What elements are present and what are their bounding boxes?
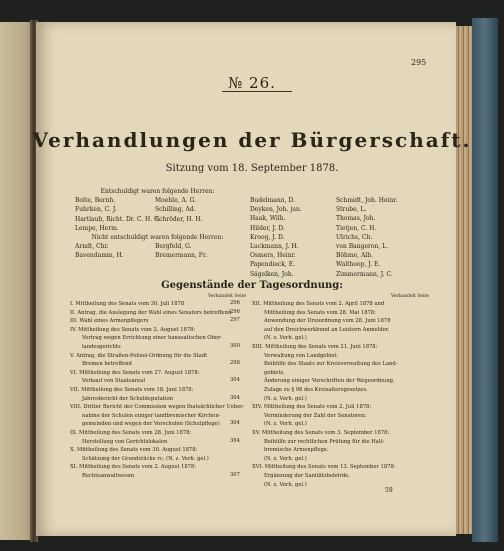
member-name: Bavendamm, H. [75,252,124,260]
excused-heading: Entschuldigt waren folgende Herren: [100,188,215,195]
name-row [75,251,240,260]
agenda-line: Beihülfe des Staats zur Kreisverwaltung des Land- [264,361,398,368]
issue-rule [222,91,292,92]
member-name: Walthoop, J. E. [336,261,381,269]
member-name: Strube, L. [336,206,367,214]
member-name: von Bangeron, L. [336,243,389,251]
agenda-page-ref: 296 [230,300,240,306]
agenda-line: V. Antrag, die Straßen-Polizei-Ordnung für die Stadt [70,352,208,359]
member-name: Hilder, J. D. [250,224,285,232]
agenda-line: XVI. Mittheilung des Senats vom 13. September 1878: [252,464,396,471]
member-name: Bremermann, Fr. [155,252,208,260]
excused-list [75,196,240,233]
agenda-line: Ergänzung der Sanitätsbehörde. [264,473,350,479]
left-column-header: Verhandelt Seite [208,294,247,299]
name-row [75,215,240,224]
agenda-line: Bremen betreffend [82,361,132,368]
session-line: Sitzung vom 18. September 1878. [165,163,339,174]
agenda-line: (N. z. Verh. gel.) [264,335,307,342]
agenda-line: XI. Mittheilung des Senats vom 2. August 1878: [70,464,197,471]
member-name: Luckmann, J. H. [250,243,299,251]
member-name: Tietjen, C. H. [336,224,377,232]
agenda-line: (N. z. Verh. gel.) [264,395,307,402]
agenda-line: I. Mittheilung des Senats vom 30. Juli 1878 [70,301,185,307]
agenda-line: Jahresbericht der Schuldeputation [82,395,173,402]
member-name: Schröder, H. H. [155,215,203,223]
member-name: Budelmann, D. [250,197,295,204]
member-name: Kroog, J. D. [250,233,285,241]
agenda-line: gemeinden und wegen der Vorschulen (Schulpflege) [82,421,220,428]
agenda-page-ref: 304 [230,420,240,427]
agenda-page-ref: 304 [230,394,240,401]
member-name: Haak, Wilh. [250,215,286,223]
agenda-line: Beihülfe zur rechtlichen Prüfung für die Halt- [264,438,385,445]
member-name: Hartlaub, Richt. Dr. C. H. G. [75,215,161,223]
agenda-line: XIII. Mittheilung des Senats vom 21. Juni 1878: [252,344,378,350]
agenda-line: Änderung einiger Vorschriften der Wegeordnung, [264,378,395,385]
agenda-line: VI. Mittheilung des Senats vom 27. August 1878: [70,369,200,376]
member-name: Schilling, Ad. [155,206,196,214]
agenda-line: auf den Dreichwerkbund an Leistern Anmelder. [264,326,390,333]
member-name: Bolte, Bernh. [75,197,116,205]
member-name: Moehle, A. G. [155,197,197,205]
member-name: Sägelken, Joh. [250,270,294,278]
agenda-page-ref: 296 [230,308,240,315]
member-name: Papendieck, E. [250,261,296,269]
agenda-page-ref: 304 [230,437,240,444]
agenda-line: Vertrag wegen Errichtung einer hanseatischen Ober- [82,335,223,342]
agenda-line: Rechtsanwaltwesen [82,473,135,479]
member-name: Ulrichs, Ch. [336,233,373,241]
agenda-page-ref: 304 [230,377,240,384]
agenda-page-ref: 300 [230,343,240,349]
agenda-line: landesgerichts [82,344,121,350]
name-row [75,242,240,251]
name-row [75,224,240,233]
signature-mark: 59 [385,487,393,494]
agenda-line: IX. Mittheilung des Senats vom 28. Juni 1878: [70,430,192,436]
agenda-line: Anwendung der Dreiordnung vom 28. Juni 1878 [264,318,391,325]
agenda-page-ref: 298 [230,360,240,367]
agenda-line: XII. Mittheilung des Senats vom 2. April 1878 und [252,301,385,307]
attendance-left-block [75,187,240,261]
member-name: Thomas, Joh. [336,215,376,223]
agenda-line: (N. z. Verh. gel.) [264,481,307,488]
unexcused-list [75,242,240,260]
right-column-header: Verhandelt Seite [391,294,430,299]
agenda-line: Schätzung der Grundstücke rc. (N. z. Verh. gel.) [82,455,209,462]
member-name: Böhme, Alb. [336,252,373,260]
issue-number: № 26. [228,74,276,92]
agenda-line: bremische Armenpflege. [264,447,329,454]
agenda-line: Verminderung der Zahl der Senatoren. [264,412,367,419]
name-row [75,205,240,214]
agenda-line: Herstellung von Gerichtslokalen [82,438,168,445]
unexcused-heading: Nicht entschuldigt waren folgende Herren: [91,234,224,242]
agenda-line: XIV. Mittheilung des Senats vom 2. Juli 1878: [252,404,372,411]
agenda-line: Mittheilung des Senats vom 28. Mai 1878: [264,309,376,316]
member-name: Fuhrken, C. J. [75,206,117,214]
agenda-line: VII. Mittheilung des Senats vom 18. Juni 1878: [70,387,194,393]
member-name: Deyken, Joh. jun. [250,206,302,214]
agenda-title: Gegenstände der Tagesordnung: [161,280,343,291]
member-name: Zimmermann, J. C. [336,270,393,278]
member-name: Arndt, Chr. [75,243,109,251]
page-number: 295 [411,58,427,67]
agenda-line: (N. z. Verh. gel.) [264,421,307,428]
agenda-line: IV. Mittheilung des Senats vom 2. August 1878: [70,326,196,333]
member-name: Lempe, Herm. [75,224,119,232]
agenda-line: II. Antrag, die Auslegung der Wahl eines Senators betreffend [70,309,231,316]
agenda-line: Verkauf von Staatsareal [82,378,145,385]
agenda-line: Verwaltung von Landgebiet. [264,352,339,359]
agenda-line: nahme der Schulen einiger landbremischer Kirchen- [82,412,221,419]
agenda-line: XV. Mittheilung des Senats vom 3. September 1878: [252,430,390,436]
agenda-line: VIII. Dritter Bericht der Commission wegen thatsächlicher Ueber- [70,404,245,411]
agenda-line: III. Wahl eines Armenpflegers [70,318,149,325]
name-row [75,196,240,205]
agenda-line: Zulage zu § 98 des Kreisaltersgesetzes. [264,387,368,393]
main-title: Verhandlungen der Bürgerschaft. [32,128,472,152]
names-column-4 [336,196,397,279]
member-name: Schmidt, Joh. Heinr. [336,197,398,204]
agenda-line: gebiets. [264,369,285,376]
agenda-page-ref: 307 [230,472,240,478]
agenda-line: (N. z. Verh. gel.) [264,455,307,462]
names-column-3 [250,196,302,279]
member-name: Bergfeld, G. [155,243,192,251]
agenda-page-ref: 297 [230,317,240,324]
agenda-line: X. Mittheilung des Senats vom 30. August 1878: [70,447,198,454]
member-name: Osmers, Heinr. [250,252,296,260]
